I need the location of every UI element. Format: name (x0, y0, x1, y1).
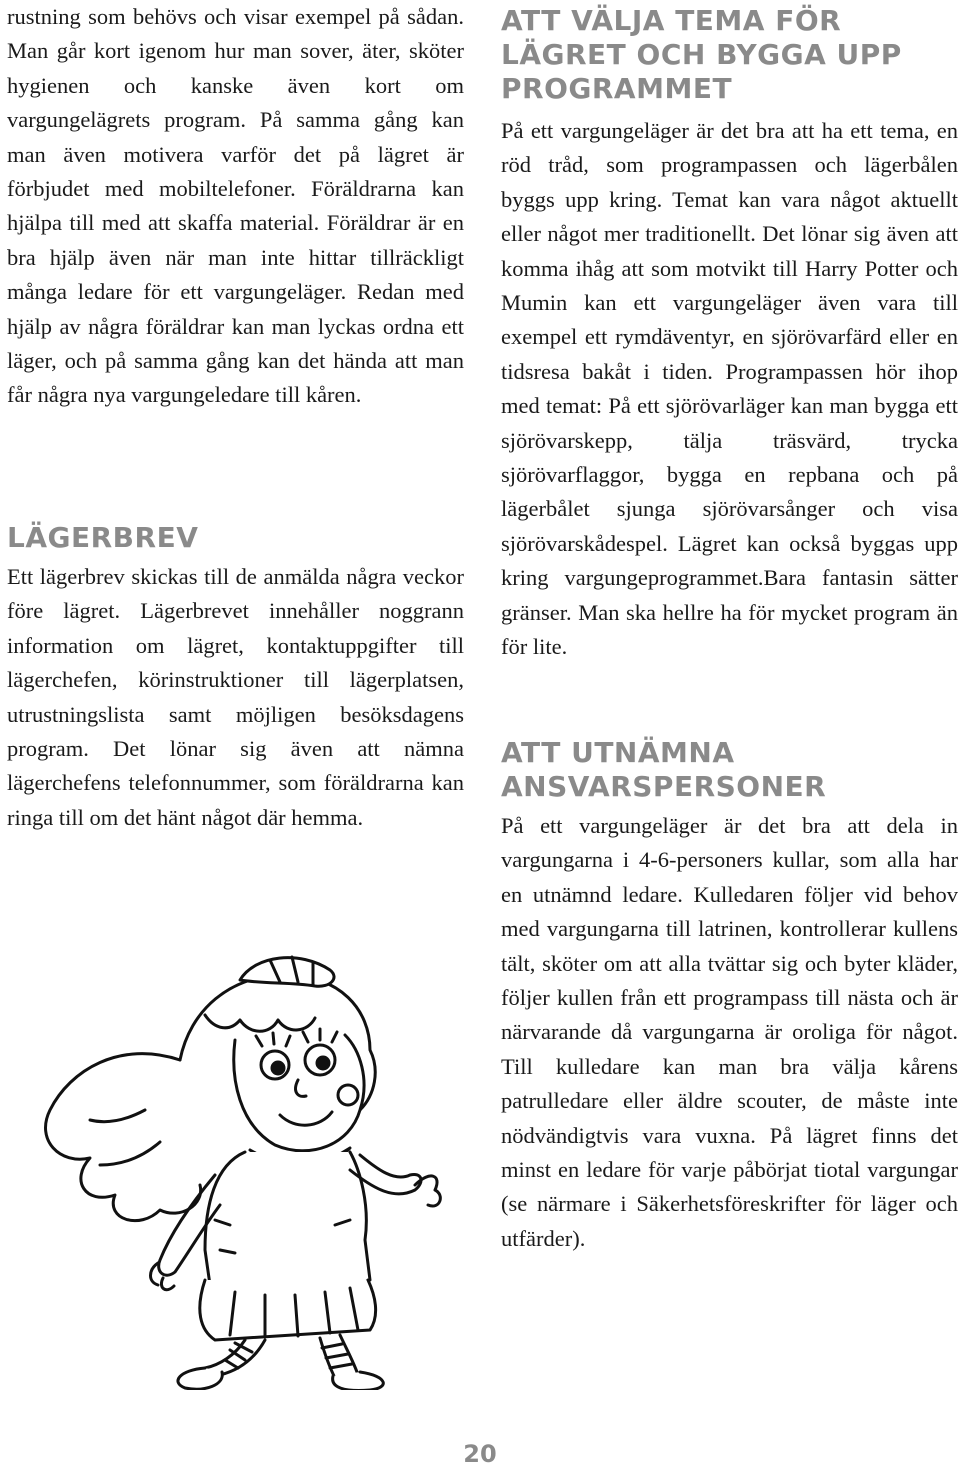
lagerbrev-heading: LÄGERBREV (7, 521, 199, 554)
girl-scout-cartoon-icon (30, 920, 470, 1390)
intro-paragraph: rustning som behövs och visar exempel på sådan. Man går kort igenom hur man sover, äter, sköter hygienen och kanske även kort om vargungelägrets program. På samma gång kan man även motivera varför det på lägret är förbjudet med mobiltelefoner. Föräldrarna kan hjälpa till med att skaffa material. Föräldrar är en bra hjälp även när man inte hittar tillräckligt många ledare för ett vargungeläger. Redan med hjälp av några föräldrar kan man lyckas ordna ett läger, och på samma gång kan det hända att man får några nya vargungeledare till kåren. (7, 4, 464, 408)
tema-paragraph: På ett vargungeläger är det bra att ha ett tema, en röd tråd, som programpassen och lägerbålen byggs upp kring. Temat kan vara något aktuellt eller något mer traditionellt. Det lönar sig även att komma ihåg att som motvikt till Harry Potter och Mumin kan ett vargungeläger även vara till exempel ett rymdäventyr, en sjörövarfärd eller en tidsresa bakåt i tiden. Programpassen hör ihop med temat: På ett sjörövarläger kan man bygga ett sjörövarskepp, tälja träsvärd, trycka sjörövarflaggor, bygga en repbana och på lägerbålet sjunga sjörövarsånger och visa sjörövarskådespel. Lägret kan också byggas upp kring vargungeprogrammet.Bara fantasin sätter gränser. Man ska hellre ha för mycket program än för lite. (501, 118, 958, 660)
page-number: 20 (463, 1440, 497, 1468)
tema-heading: ATT VÄLJA TEMA FÖR LÄGRET OCH BYGGA UPP PROGRAMMET (501, 4, 902, 105)
ansvar-heading: ATT UTNÄMNA ANSVARSPERSONER (501, 736, 827, 803)
lagerbrev-paragraph: Ett lägerbrev skickas till de anmälda några veckor före lägret. Lägerbrevet innehåller noggrann information om lägret, kontaktuppgifter till lägerchefen, körinstruktioner till lägerplatsen, utrustningslista samt möjligen besöksdagens program. Det lönar sig även att nämna lägerchefens telefonnummer, som föräldrarna kan ringa till om det hänt något där hemma. (7, 564, 464, 830)
ansvar-paragraph: På ett vargungeläger är det bra att dela in vargungarna i 4-6-personers kullar, som alla har en utnämnd ledare. Kulledaren följer vid behov med vargungarna till latrinen, kontrollerar kullens tält, sköter om att alla tvättar sig och byter kläder, följer kullen från ett programpass till nästa och är närvarande då vargungarna är oroliga för något. Till kulledare kan man bra välja kårens patrulledare eller äldre scouter, de måste inte nödvändigtvis vara vuxna. På lägret finns det minst en ledare för varje påbörjat tiotal vargungar (se närmare i Säkerhetsföreskrifter för läger och utfärder). (501, 813, 958, 1251)
